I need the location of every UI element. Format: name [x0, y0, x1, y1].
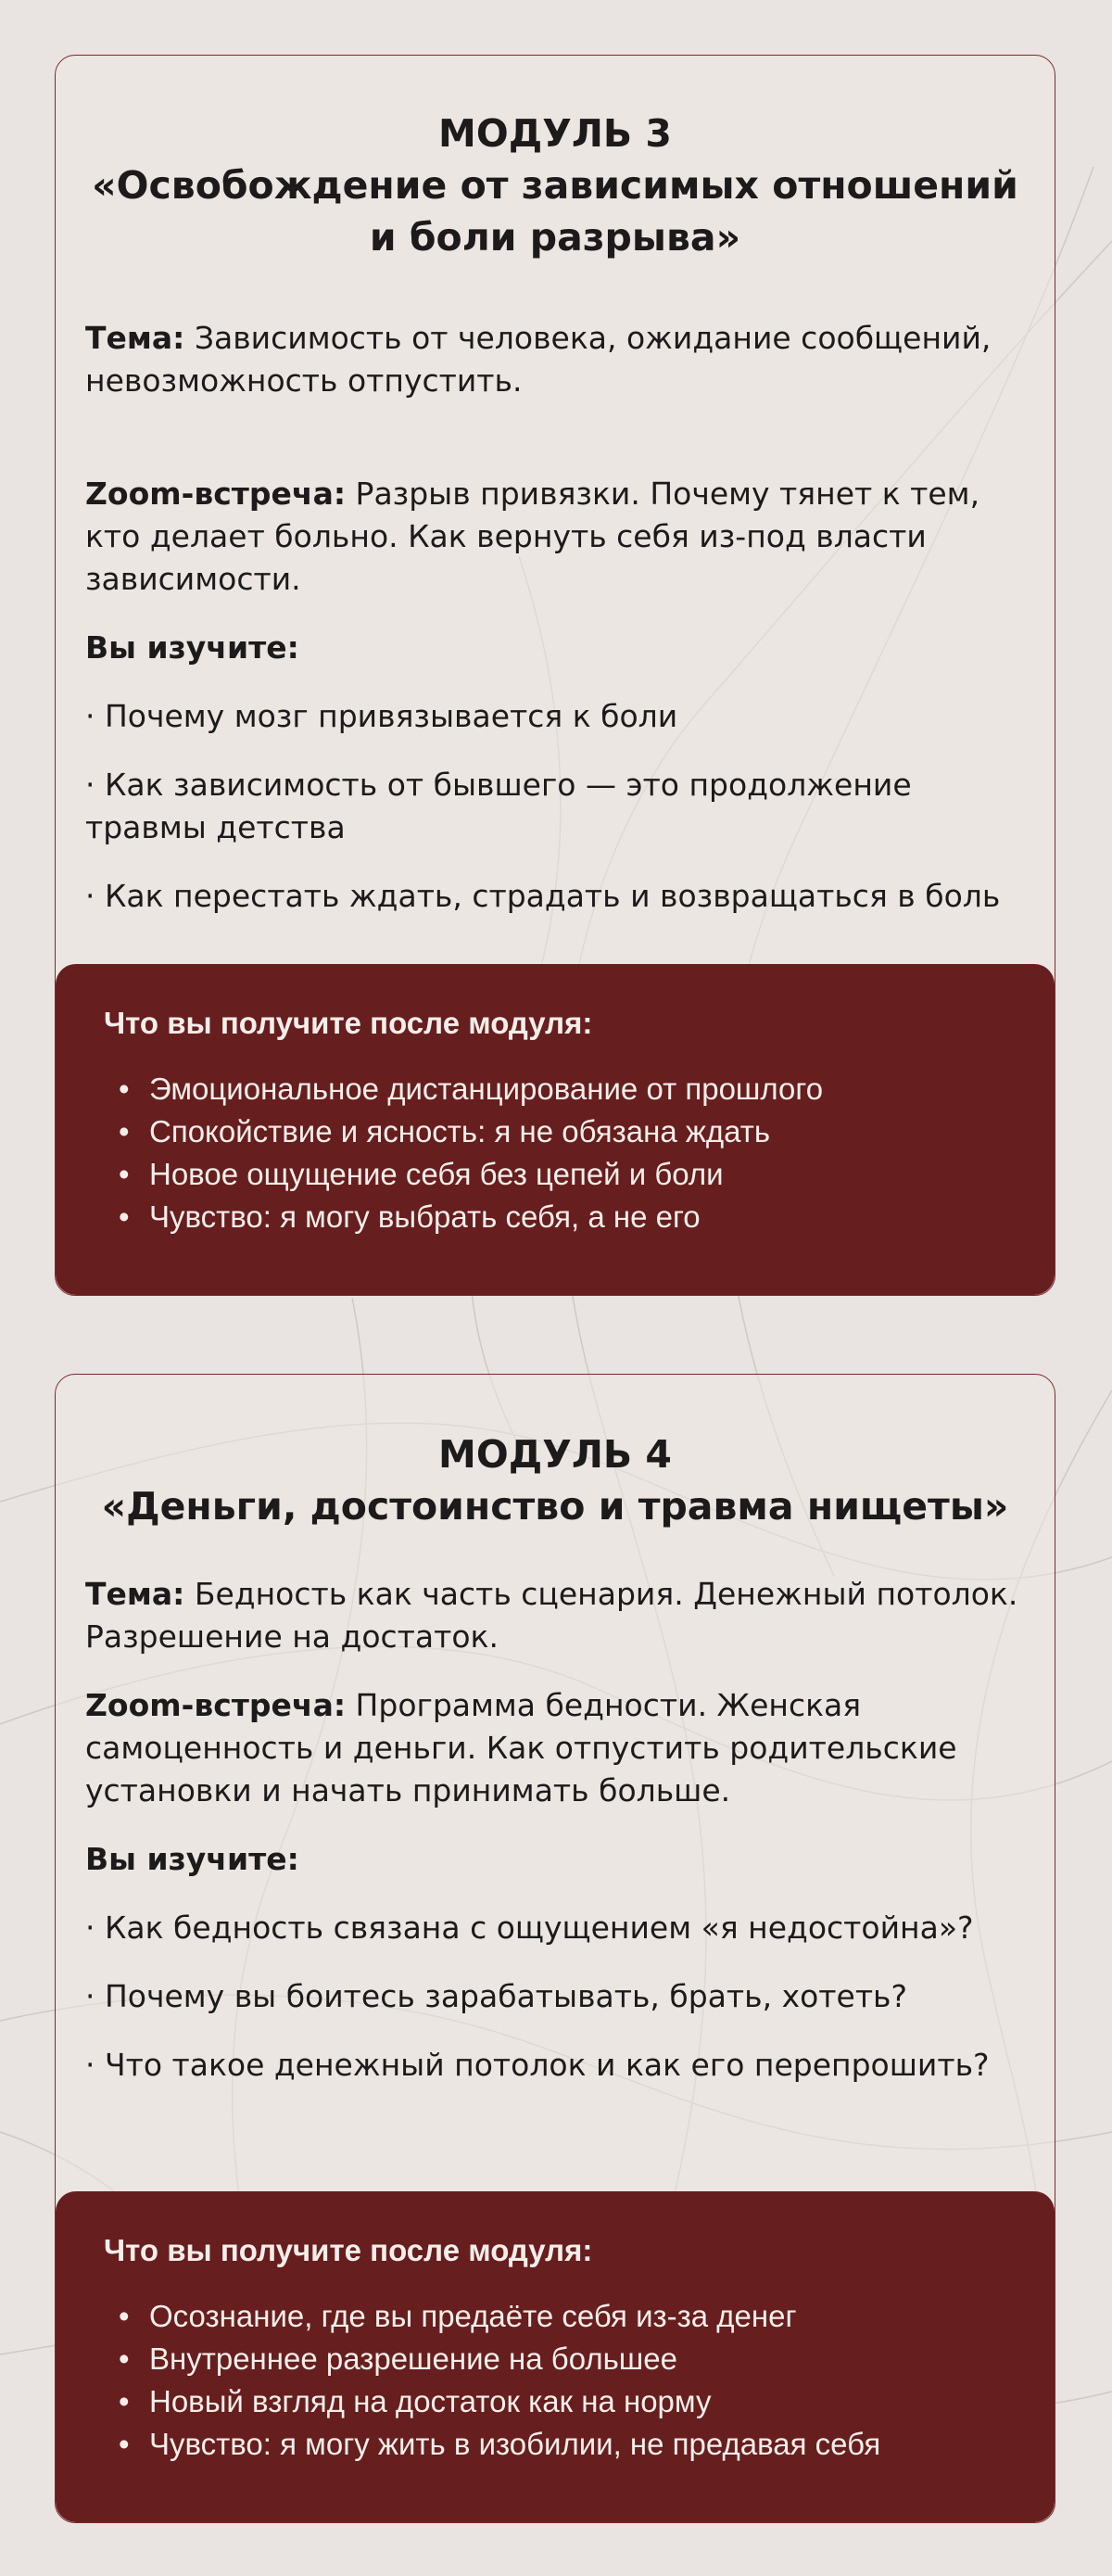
bullet-dot: •	[119, 2384, 130, 2418]
result-item-text: Осознание, где вы предаёте себя из-за денег	[149, 2299, 797, 2333]
result-item-text: Внутреннее разрешение на большее	[149, 2341, 677, 2376]
theme-paragraph	[85, 1573, 1025, 1658]
bullet-dot: •	[119, 2427, 130, 2461]
result-item	[119, 2380, 1006, 2423]
theme-label: Тема:	[85, 320, 185, 356]
result-item-text: Новый взгляд на достаток как на норму	[149, 2384, 712, 2418]
theme-text: Зависимость от человека, ожидание сообщений, невозможность отпустить.	[85, 320, 992, 399]
result-title: Что вы получите после модуля:	[104, 1006, 593, 1040]
bullet-dot: •	[119, 1157, 130, 1191]
learn-title: Вы изучите:	[85, 1841, 299, 1877]
zoom-paragraph	[85, 473, 1025, 601]
bullet-dot: •	[119, 2341, 130, 2376]
learn-item: · Что такое денежный потолок и как его перепрошить?	[85, 2047, 990, 2083]
bullet-dot: •	[119, 1199, 130, 1234]
result-title: Что вы получите после модуля:	[104, 2233, 593, 2267]
zoom-label: Zoom-встреча:	[85, 1687, 347, 1723]
learn-title: Вы изучите:	[85, 629, 299, 666]
result-list	[104, 2295, 1006, 2466]
module-number: МОДУЛЬ 3	[438, 111, 672, 156]
module-card	[55, 1374, 1055, 2523]
module-number: МОДУЛЬ 4	[438, 1432, 672, 1477]
module-title: «Деньги, достоинство и травма нищеты»	[101, 1484, 1009, 1529]
result-item-text: Чувство: я могу жить в изобилии, не предавая себя	[149, 2427, 881, 2461]
result-item-text: Новое ощущение себя без цепей и боли	[149, 1157, 724, 1191]
theme-paragraph	[85, 317, 1025, 402]
result-item	[119, 2338, 1006, 2380]
zoom-paragraph	[85, 1684, 1025, 1812]
result-item	[119, 1068, 1006, 1110]
result-item	[119, 1153, 1006, 1196]
learn-item: · Как перестать ждать, страдать и возвращаться в боль	[85, 878, 1001, 914]
zoom-label: Zoom-встреча:	[85, 476, 347, 512]
result-item	[119, 1110, 1006, 1153]
result-box	[56, 964, 1055, 1295]
learn-item: · Почему мозг привязывается к боли	[85, 698, 678, 734]
result-box	[56, 2191, 1055, 2522]
learn-item: · Как бедность связана с ощущением «я недостойна»?	[85, 1910, 974, 1946]
result-item	[119, 1196, 1006, 1238]
learn-item: · Почему вы боитесь зарабатывать, брать, хотеть?	[85, 1978, 908, 2014]
result-item-text: Чувство: я могу выбрать себя, а не его	[149, 1199, 701, 1234]
module-card	[55, 55, 1055, 1296]
result-item	[119, 2423, 1006, 2466]
zoom-text: Программа бедности. Женская самоценность и деньги. Как отпустить родительские установки и начать принимать больше.	[85, 1687, 957, 1808]
bullet-dot: •	[119, 2299, 130, 2333]
bullet-dot: •	[119, 1072, 130, 1106]
module-title: «Освобождение от зависимых отношений и боли разрыва»	[92, 163, 1018, 260]
theme-label: Тема:	[85, 1576, 185, 1612]
theme-text: Бедность как часть сценария. Денежный потолок. Разрешение на достаток.	[85, 1576, 1018, 1655]
zoom-text: Разрыв привязки. Почему тянет к тем, кто делает больно. Как вернуть себя из-под власти зависимости.	[85, 476, 980, 597]
learn-item: · Как зависимость от бывшего — это продолжение травмы детства	[85, 767, 912, 845]
result-item-text: Спокойствие и ясность: я не обязана ждать	[149, 1114, 771, 1148]
result-item	[119, 2295, 1006, 2338]
bullet-dot: •	[119, 1114, 130, 1148]
result-item-text: Эмоциональное дистанцирование от прошлого	[149, 1072, 824, 1106]
result-list	[104, 1068, 1006, 1238]
